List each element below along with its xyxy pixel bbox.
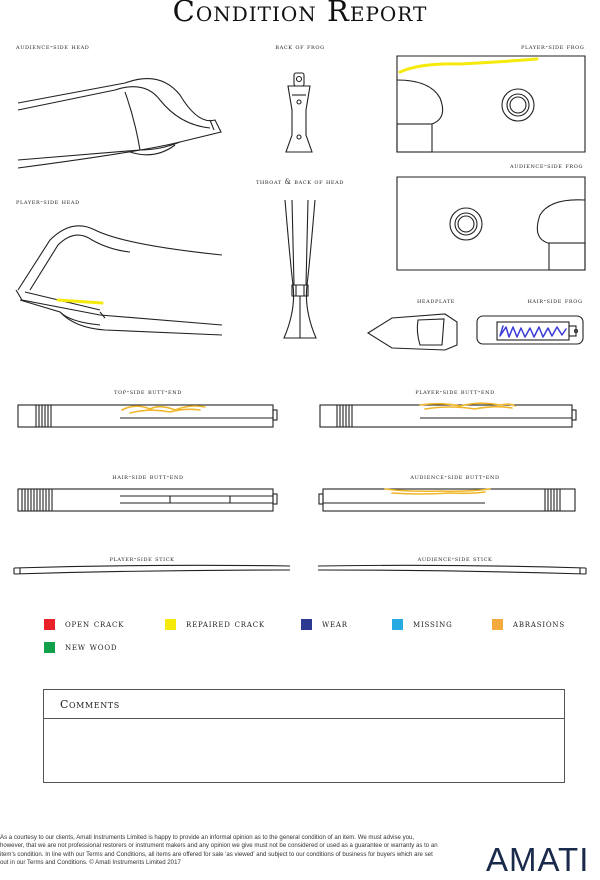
legend-swatch (392, 619, 403, 630)
legend-label: open crack (65, 619, 125, 630)
label-audience-side-frog: audience-side frog (510, 162, 584, 170)
label-throat-back-of-head: throat & back of head (255, 178, 345, 186)
legend-label: missing (413, 619, 453, 630)
label-hair-side-butt-end: hair-side butt-end (112, 473, 184, 481)
back-of-frog-drawing (286, 73, 312, 152)
label-audience-side-stick: audience-side stick (417, 555, 493, 563)
label-audience-side-butt-end: audience-side butt-end (410, 473, 500, 481)
legend-swatch (301, 619, 312, 630)
player-side-butt-end-drawing (320, 405, 576, 427)
label-player-side-frog: player-side frog (521, 43, 585, 51)
legend-swatch (492, 619, 503, 630)
amati-logo: AMATI (486, 841, 590, 878)
comments-box (43, 689, 565, 783)
label-hair-side-frog: hair-side frog (527, 297, 583, 305)
comments-field[interactable] (44, 719, 564, 731)
throat-back-of-head-drawing (284, 200, 316, 338)
player-side-frog-drawing (397, 56, 585, 152)
legend-item-missing (392, 619, 452, 630)
legend-item-repaired-crack (165, 619, 265, 630)
audience-side-butt-end-drawing (319, 489, 575, 511)
audience-side-stick-drawing (318, 565, 586, 574)
legend-label: new wood (65, 642, 118, 653)
headplate-drawing (368, 314, 457, 350)
label-back-of-frog: back of frog (275, 43, 325, 51)
legend-swatch (44, 619, 55, 630)
label-top-side-butt-end: top-side butt-end (114, 388, 182, 396)
repaired-crack-mark (400, 59, 537, 72)
legend-label: abrasions (513, 619, 565, 630)
label-player-side-stick: player-side stick (109, 555, 175, 563)
page-title: Condition Report (172, 0, 428, 28)
label-player-side-butt-end: player-side butt-end (415, 388, 495, 396)
abrasion-mark (122, 406, 205, 413)
legend-item-open-crack (44, 619, 124, 630)
label-player-side-head: player-side head (16, 198, 80, 206)
legend-item-abrasions (492, 619, 565, 630)
audience-side-head-drawing (18, 79, 221, 168)
label-audience-side-head: audience-side head (16, 43, 90, 51)
legend-item-wear (301, 619, 348, 630)
audience-side-frog-drawing (397, 177, 585, 270)
hair-side-frog-drawing (477, 316, 583, 344)
legend-swatch (165, 619, 176, 630)
legend-item-new-wood (44, 642, 117, 653)
repaired-crack-mark (58, 300, 102, 303)
hair-side-butt-end-drawing (18, 489, 277, 511)
abrasion-mark (420, 403, 515, 409)
legend-label: repaired crack (186, 619, 265, 630)
player-side-head-drawing (16, 226, 222, 335)
comments-title: Comments (60, 698, 120, 711)
label-headplate: headplate (416, 297, 456, 305)
wear-mark (500, 326, 566, 337)
disclaimer-text: As a courtesy to our clients, Amati Instruments Limited is happy to provide an informal opinion as to the general condition of an item. We must advise you, however, that we are not professional restorers or instrument makers and any opinion we give must not be considered or used as a guarantee or warranty as to an item's condition. In line with our Terms and Conditions, all items are offered for sale 'as viewed' and subject to our conditions of business for buyers which are set out in our Terms and Conditions. © Amati Instruments Limited 2017 (0, 834, 438, 867)
legend-label: wear (322, 619, 348, 630)
legend-swatch (44, 642, 55, 653)
comments-header (44, 690, 564, 719)
player-side-stick-drawing (14, 565, 290, 574)
abrasion-mark (385, 489, 490, 494)
